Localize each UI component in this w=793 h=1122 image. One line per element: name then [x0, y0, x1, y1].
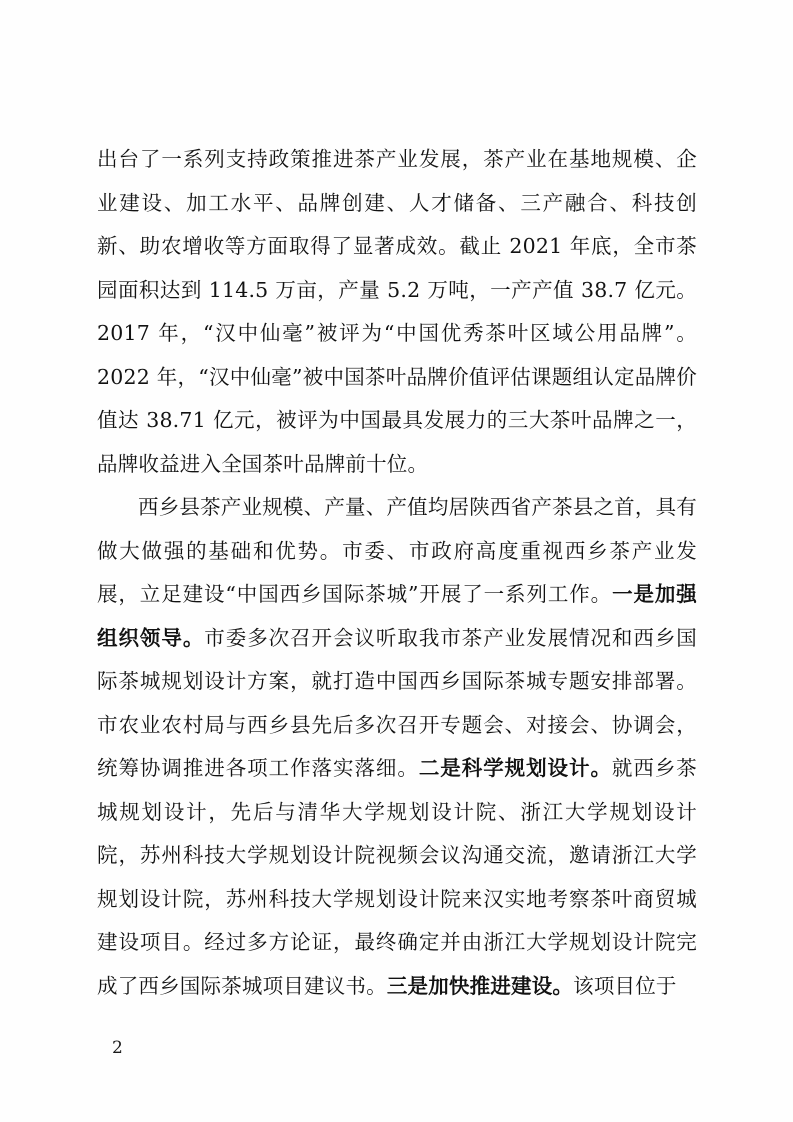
document-body — [97, 138, 697, 1008]
paragraph-1 — [97, 138, 697, 486]
text-run: 就西乡茶城规划设计，先后与清华大学规划设计院、浙江大学规划设计院，苏州科技大学规划设计院视频会议沟通交流，邀请浙江大学规划设计院，苏州科技大学规划设计院来汉实地考察茶叶商贸城建设项目。经过多方论证，最终确定并由浙江大学规划设计院完成了西乡国际茶城项目建议书。 — [97, 756, 697, 998]
page-number: 2 — [112, 1038, 123, 1058]
paragraph-2 — [97, 486, 697, 1008]
emphasis-run: 二是科学规划设计。 — [418, 756, 612, 780]
text-run: 市委多次召开会议听取我市茶产业发展情况和西乡国际茶城规划设计方案，就打造中国西乡国际茶城专题安排部署。市农业农村局与西乡县先后多次召开专题会、对接会、协调会，统筹协调推进各项工作落实落细。 — [97, 625, 697, 780]
text-run: 西乡县茶产业规模、产量、产值均居陕西省产茶县之首，具有做大做强的基础和优势。市委、市政府高度重视西乡茶产业发展，立足建设“中国西乡国际茶城”开展了一系列工作。 — [97, 495, 697, 606]
text-run: 出台了一系列支持政策推进茶产业发展，茶产业在基地规模、企业建设、加工水平、品牌创建、人才储备、三产融合、科技创新、助农增收等方面取得了显著成效。截止 2021 年底，全市茶园面积达到 114.5 万亩，产量 5.2 万吨，一产产值 38.7 亿元。2017 年，“汉中仙毫”被评为“中国优秀茶叶区域公用品牌”。2022 年，“汉中仙毫”被中国茶叶品牌价值评估课题组认定品牌价值达 38.71 亿元，被评为中国最具发展力的三大茶叶品牌之一，品牌收益进入全国茶叶品牌前十位。 — [97, 147, 697, 476]
emphasis-run: 三是加快推进建设。 — [386, 973, 574, 998]
emphasis-run: 一是加强组织领导。 — [97, 582, 697, 650]
text-run: 该项目位于 — [573, 973, 677, 998]
